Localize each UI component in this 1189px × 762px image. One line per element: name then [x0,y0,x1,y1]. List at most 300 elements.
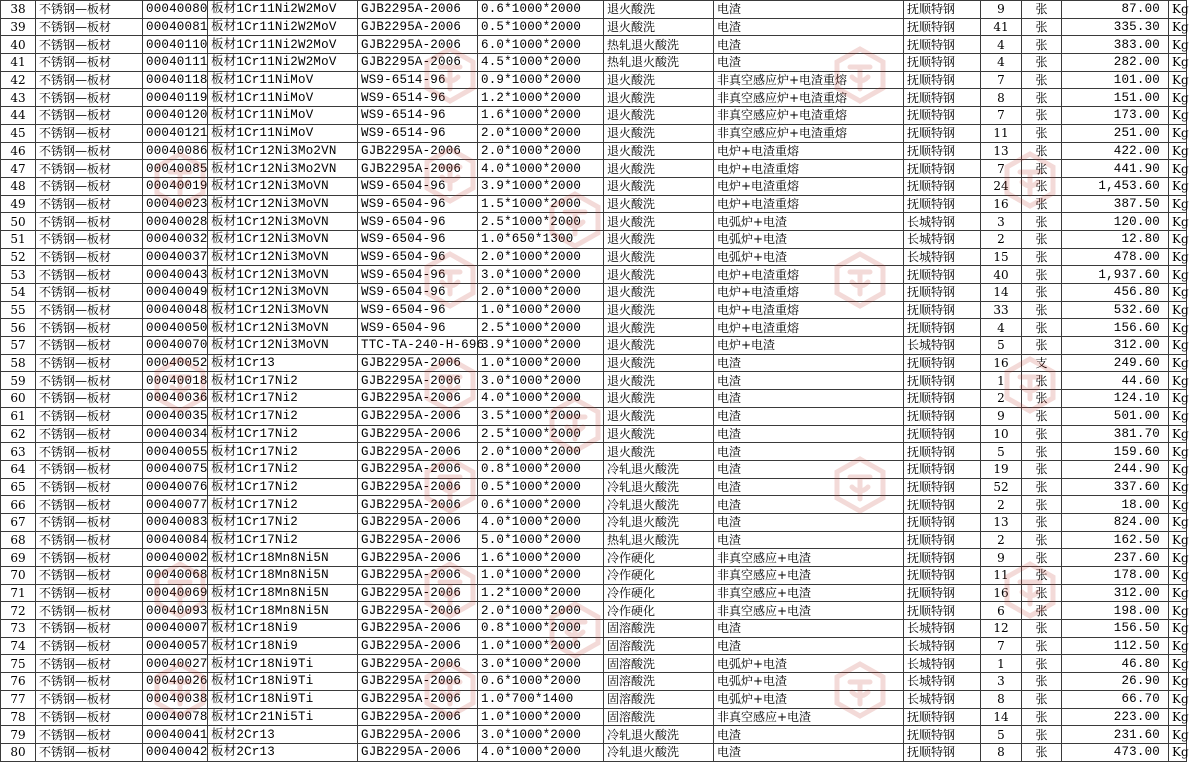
cell-maker: 抚顺特钢 [904,549,981,567]
cell-state: 固溶酸洗 [604,620,714,638]
cell-qty: 16 [981,584,1022,602]
cell-smelting: 非真空感应炉+电渣重熔 [714,89,904,107]
table-row [1,531,1187,549]
cell-no: 71 [1,584,36,602]
cell-maker: 抚顺特钢 [904,584,981,602]
cell-code: 00040070 [143,337,208,355]
cell-spec: 4.5*1000*2000 [478,54,604,72]
cell-weight_unit: Kg [1169,549,1187,567]
cell-maker: 抚顺特钢 [904,425,981,443]
cell-standard: WS9-6504-96 [358,284,478,302]
cell-standard: GJB2295A-2006 [358,567,478,585]
cell-name: 板材1Cr12Ni3MoVN [208,266,358,284]
cell-name: 板材1Cr11Ni2W2MoV [208,36,358,54]
cell-category: 不锈钢—板材 [36,620,143,638]
cell-qty: 10 [981,425,1022,443]
cell-spec: 4.0*1000*2000 [478,743,604,761]
cell-unit: 张 [1022,690,1062,708]
cell-no: 54 [1,284,36,302]
cell-unit: 张 [1022,390,1062,408]
cell-spec: 3.0*1000*2000 [478,266,604,284]
cell-qty: 9 [981,549,1022,567]
cell-name: 板材1Cr11NiMoV [208,107,358,125]
cell-weight_unit: Kg [1169,354,1187,372]
cell-smelting: 电渣 [714,743,904,761]
cell-weight_unit: Kg [1169,248,1187,266]
cell-spec: 2.0*1000*2000 [478,124,604,142]
cell-qty: 33 [981,301,1022,319]
cell-smelting: 电炉+电渣重熔 [714,266,904,284]
cell-no: 58 [1,354,36,372]
cell-weight_unit: Kg [1169,54,1187,72]
cell-weight: 87.00 [1062,1,1169,19]
cell-name: 板材1Cr12Ni3MoVN [208,195,358,213]
cell-weight_unit: Kg [1169,213,1187,231]
cell-spec: 0.8*1000*2000 [478,460,604,478]
cell-smelting: 电弧炉+电渣 [714,655,904,673]
table-row [1,496,1187,514]
cell-weight_unit: Kg [1169,584,1187,602]
cell-no: 78 [1,708,36,726]
cell-weight: 1,937.60 [1062,266,1169,284]
cell-unit: 张 [1022,655,1062,673]
cell-qty: 2 [981,230,1022,248]
table-row [1,142,1187,160]
cell-code: 00040120 [143,107,208,125]
cell-maker: 抚顺特钢 [904,195,981,213]
cell-weight: 101.00 [1062,71,1169,89]
cell-weight: 120.00 [1062,213,1169,231]
cell-maker: 抚顺特钢 [904,54,981,72]
cell-smelting: 电渣 [714,726,904,744]
cell-maker: 抚顺特钢 [904,496,981,514]
cell-category: 不锈钢—板材 [36,230,143,248]
cell-no: 77 [1,690,36,708]
cell-state: 退火酸洗 [604,71,714,89]
cell-code: 00040075 [143,460,208,478]
cell-maker: 抚顺特钢 [904,372,981,390]
cell-qty: 7 [981,107,1022,125]
cell-category: 不锈钢—板材 [36,71,143,89]
cell-smelting: 电渣 [714,390,904,408]
cell-maker: 抚顺特钢 [904,726,981,744]
cell-category: 不锈钢—板材 [36,284,143,302]
cell-code: 00040038 [143,690,208,708]
cell-unit: 张 [1022,567,1062,585]
cell-spec: 3.0*1000*2000 [478,372,604,390]
cell-weight_unit: Kg [1169,177,1187,195]
cell-spec: 1.0*1000*2000 [478,567,604,585]
cell-state: 退火酸洗 [604,407,714,425]
cell-weight_unit: Kg [1169,567,1187,585]
cell-no: 38 [1,1,36,19]
cell-smelting: 电渣 [714,620,904,638]
cell-qty: 16 [981,195,1022,213]
cell-code: 00040042 [143,743,208,761]
cell-spec: 1.0*1000*2000 [478,354,604,372]
cell-no: 66 [1,496,36,514]
cell-maker: 抚顺特钢 [904,284,981,302]
cell-weight_unit: Kg [1169,602,1187,620]
cell-name: 板材1Cr12Ni3MoVN [208,177,358,195]
cell-maker: 抚顺特钢 [904,160,981,178]
table-row [1,372,1187,390]
cell-maker: 抚顺特钢 [904,390,981,408]
cell-unit: 支 [1022,354,1062,372]
cell-spec: 2.5*1000*2000 [478,425,604,443]
cell-spec: 4.0*1000*2000 [478,390,604,408]
cell-no: 70 [1,567,36,585]
cell-weight_unit: Kg [1169,425,1187,443]
cell-unit: 张 [1022,248,1062,266]
cell-qty: 13 [981,142,1022,160]
cell-state: 退火酸洗 [604,337,714,355]
cell-weight_unit: Kg [1169,301,1187,319]
cell-smelting: 电渣 [714,1,904,19]
cell-code: 00040048 [143,301,208,319]
table-row [1,1,1187,19]
cell-state: 退火酸洗 [604,390,714,408]
cell-state: 退火酸洗 [604,301,714,319]
cell-no: 52 [1,248,36,266]
cell-category: 不锈钢—板材 [36,107,143,125]
cell-qty: 9 [981,407,1022,425]
cell-category: 不锈钢—板材 [36,319,143,337]
cell-maker: 长城特钢 [904,655,981,673]
table-row [1,284,1187,302]
cell-no: 46 [1,142,36,160]
cell-state: 冷轧退火酸洗 [604,513,714,531]
cell-unit: 张 [1022,372,1062,390]
cell-name: 板材1Cr18Mn8Ni5N [208,549,358,567]
cell-maker: 抚顺特钢 [904,71,981,89]
cell-state: 退火酸洗 [604,18,714,36]
cell-unit: 张 [1022,266,1062,284]
cell-standard: WS9-6514-96 [358,124,478,142]
cell-code: 00040111 [143,54,208,72]
cell-unit: 张 [1022,584,1062,602]
cell-spec: 1.5*1000*2000 [478,195,604,213]
cell-weight: 178.00 [1062,567,1169,585]
cell-spec: 1.0*1000*2000 [478,301,604,319]
table-row [1,319,1187,337]
cell-code: 00040081 [143,18,208,36]
cell-spec: 4.0*1000*2000 [478,513,604,531]
cell-weight_unit: Kg [1169,620,1187,638]
table-row [1,301,1187,319]
cell-name: 板材1Cr17Ni2 [208,443,358,461]
cell-name: 板材1Cr18Mn8Ni5N [208,584,358,602]
table-row [1,390,1187,408]
cell-state: 退火酸洗 [604,266,714,284]
table-row [1,726,1187,744]
cell-standard: GJB2295A-2006 [358,690,478,708]
cell-state: 退火酸洗 [604,354,714,372]
cell-name: 板材1Cr18Ni9Ti [208,673,358,691]
cell-spec: 3.9*1000*2000 [478,337,604,355]
cell-state: 固溶酸洗 [604,655,714,673]
cell-weight_unit: Kg [1169,160,1187,178]
cell-smelting: 电炉+电渣重熔 [714,319,904,337]
cell-state: 冷作硬化 [604,602,714,620]
cell-no: 40 [1,36,36,54]
cell-state: 冷轧退火酸洗 [604,478,714,496]
cell-weight_unit: Kg [1169,743,1187,761]
cell-category: 不锈钢—板材 [36,372,143,390]
cell-smelting: 电炉+电渣 [714,337,904,355]
cell-unit: 张 [1022,107,1062,125]
cell-unit: 张 [1022,230,1062,248]
cell-spec: 2.5*1000*2000 [478,213,604,231]
cell-no: 50 [1,213,36,231]
cell-standard: GJB2295A-2006 [358,36,478,54]
cell-standard: WS9-6504-96 [358,177,478,195]
cell-smelting: 电渣 [714,443,904,461]
cell-standard: WS9-6504-96 [358,230,478,248]
cell-smelting: 非真空感应+电渣 [714,708,904,726]
cell-name: 板材1Cr18Ni9 [208,620,358,638]
cell-weight: 251.00 [1062,124,1169,142]
cell-unit: 张 [1022,195,1062,213]
cell-no: 53 [1,266,36,284]
cell-code: 00040057 [143,637,208,655]
cell-state: 冷轧退火酸洗 [604,496,714,514]
cell-maker: 抚顺特钢 [904,1,981,19]
cell-state: 热轧退火酸洗 [604,54,714,72]
cell-state: 退火酸洗 [604,160,714,178]
cell-qty: 4 [981,36,1022,54]
cell-standard: GJB2295A-2006 [358,673,478,691]
cell-weight_unit: Kg [1169,18,1187,36]
cell-standard: WS9-6504-96 [358,266,478,284]
cell-weight: 478.00 [1062,248,1169,266]
cell-weight: 237.60 [1062,549,1169,567]
cell-qty: 24 [981,177,1022,195]
cell-no: 42 [1,71,36,89]
cell-spec: 3.0*1000*2000 [478,726,604,744]
cell-unit: 张 [1022,425,1062,443]
cell-weight: 156.60 [1062,319,1169,337]
cell-weight: 124.10 [1062,390,1169,408]
cell-spec: 3.0*1000*2000 [478,655,604,673]
cell-no: 39 [1,18,36,36]
cell-category: 不锈钢—板材 [36,407,143,425]
cell-standard: GJB2295A-2006 [358,18,478,36]
cell-weight: 231.60 [1062,726,1169,744]
cell-weight_unit: Kg [1169,531,1187,549]
cell-spec: 2.0*1000*2000 [478,284,604,302]
cell-spec: 1.0*700*1400 [478,690,604,708]
cell-weight: 1,453.60 [1062,177,1169,195]
cell-weight: 456.80 [1062,284,1169,302]
cell-standard: WS9-6504-96 [358,195,478,213]
cell-unit: 张 [1022,36,1062,54]
cell-spec: 1.0*650*1300 [478,230,604,248]
cell-spec: 1.2*1000*2000 [478,89,604,107]
cell-name: 板材1Cr12Ni3MoVN [208,248,358,266]
cell-smelting: 非真空感应+电渣 [714,602,904,620]
table-row [1,637,1187,655]
cell-standard: WS9-6504-96 [358,213,478,231]
cell-unit: 张 [1022,89,1062,107]
cell-spec: 0.6*1000*2000 [478,1,604,19]
cell-smelting: 电渣 [714,478,904,496]
cell-standard: GJB2295A-2006 [358,513,478,531]
cell-state: 退火酸洗 [604,230,714,248]
cell-state: 冷作硬化 [604,549,714,567]
cell-weight: 337.60 [1062,478,1169,496]
cell-qty: 8 [981,89,1022,107]
cell-weight: 312.00 [1062,584,1169,602]
cell-name: 板材1Cr11NiMoV [208,89,358,107]
cell-maker: 抚顺特钢 [904,567,981,585]
cell-state: 冷作硬化 [604,567,714,585]
cell-name: 板材1Cr17Ni2 [208,513,358,531]
cell-state: 退火酸洗 [604,372,714,390]
cell-weight: 422.00 [1062,142,1169,160]
cell-weight_unit: Kg [1169,89,1187,107]
table-row [1,549,1187,567]
cell-qty: 14 [981,708,1022,726]
cell-weight: 473.00 [1062,743,1169,761]
cell-no: 69 [1,549,36,567]
cell-name: 板材1Cr12Ni3MoVN [208,230,358,248]
cell-code: 00040077 [143,496,208,514]
table-row [1,567,1187,585]
cell-maker: 抚顺特钢 [904,354,981,372]
cell-spec: 1.6*1000*2000 [478,107,604,125]
cell-maker: 长城特钢 [904,673,981,691]
cell-weight: 66.70 [1062,690,1169,708]
cell-category: 不锈钢—板材 [36,708,143,726]
cell-category: 不锈钢—板材 [36,1,143,19]
cell-category: 不锈钢—板材 [36,354,143,372]
cell-weight: 159.60 [1062,443,1169,461]
cell-category: 不锈钢—板材 [36,248,143,266]
cell-maker: 抚顺特钢 [904,36,981,54]
cell-weight: 156.50 [1062,620,1169,638]
cell-state: 冷轧退火酸洗 [604,743,714,761]
cell-qty: 1 [981,372,1022,390]
cell-standard: GJB2295A-2006 [358,160,478,178]
cell-name: 板材1Cr12Ni3MoVN [208,301,358,319]
cell-weight: 824.00 [1062,513,1169,531]
cell-standard: WS9-6514-96 [358,107,478,125]
cell-code: 00040069 [143,584,208,602]
cell-code: 00040078 [143,708,208,726]
cell-standard: GJB2295A-2006 [358,655,478,673]
cell-code: 00040026 [143,673,208,691]
table-row [1,337,1187,355]
cell-unit: 张 [1022,301,1062,319]
cell-name: 板材1Cr13 [208,354,358,372]
cell-state: 退火酸洗 [604,1,714,19]
cell-weight_unit: Kg [1169,673,1187,691]
table-row [1,36,1187,54]
cell-code: 00040076 [143,478,208,496]
cell-qty: 6 [981,602,1022,620]
cell-unit: 张 [1022,602,1062,620]
cell-code: 00040018 [143,372,208,390]
cell-smelting: 电炉+电渣重熔 [714,195,904,213]
cell-spec: 2.0*1000*2000 [478,142,604,160]
cell-state: 退火酸洗 [604,89,714,107]
cell-state: 固溶酸洗 [604,708,714,726]
cell-weight_unit: Kg [1169,443,1187,461]
cell-category: 不锈钢—板材 [36,266,143,284]
table-row [1,266,1187,284]
cell-unit: 张 [1022,673,1062,691]
cell-maker: 抚顺特钢 [904,478,981,496]
cell-weight_unit: Kg [1169,337,1187,355]
table-row [1,18,1187,36]
cell-no: 79 [1,726,36,744]
table-row [1,195,1187,213]
cell-unit: 张 [1022,460,1062,478]
cell-category: 不锈钢—板材 [36,549,143,567]
cell-category: 不锈钢—板材 [36,478,143,496]
cell-smelting: 电渣 [714,513,904,531]
cell-standard: TTC-TA-240-H-696 [358,337,478,355]
table-row [1,213,1187,231]
cell-unit: 张 [1022,620,1062,638]
table-row [1,177,1187,195]
cell-weight: 312.00 [1062,337,1169,355]
cell-unit: 张 [1022,160,1062,178]
cell-category: 不锈钢—板材 [36,637,143,655]
cell-state: 固溶酸洗 [604,690,714,708]
cell-weight: 501.00 [1062,407,1169,425]
cell-code: 00040041 [143,726,208,744]
cell-unit: 张 [1022,478,1062,496]
cell-name: 板材1Cr18Mn8Ni5N [208,602,358,620]
cell-maker: 抚顺特钢 [904,708,981,726]
cell-qty: 8 [981,690,1022,708]
table-row [1,107,1187,125]
cell-maker: 长城特钢 [904,620,981,638]
cell-qty: 7 [981,71,1022,89]
cell-spec: 2.5*1000*2000 [478,319,604,337]
cell-unit: 张 [1022,496,1062,514]
cell-qty: 13 [981,513,1022,531]
cell-state: 冷作硬化 [604,584,714,602]
cell-name: 板材1Cr17Ni2 [208,496,358,514]
cell-weight_unit: Kg [1169,230,1187,248]
cell-no: 59 [1,372,36,390]
cell-state: 热轧退火酸洗 [604,531,714,549]
cell-maker: 长城特钢 [904,337,981,355]
cell-code: 00040019 [143,177,208,195]
cell-unit: 张 [1022,1,1062,19]
cell-spec: 2.0*1000*2000 [478,443,604,461]
cell-spec: 0.5*1000*2000 [478,18,604,36]
cell-no: 44 [1,107,36,125]
cell-spec: 4.0*1000*2000 [478,160,604,178]
table-row [1,230,1187,248]
cell-qty: 5 [981,726,1022,744]
cell-code: 00040118 [143,71,208,89]
cell-weight_unit: Kg [1169,390,1187,408]
cell-name: 板材1Cr17Ni2 [208,407,358,425]
cell-category: 不锈钢—板材 [36,213,143,231]
cell-unit: 张 [1022,513,1062,531]
cell-no: 49 [1,195,36,213]
cell-smelting: 电炉+电渣重熔 [714,142,904,160]
cell-weight_unit: Kg [1169,142,1187,160]
cell-category: 不锈钢—板材 [36,743,143,761]
cell-category: 不锈钢—板材 [36,390,143,408]
cell-category: 不锈钢—板材 [36,602,143,620]
